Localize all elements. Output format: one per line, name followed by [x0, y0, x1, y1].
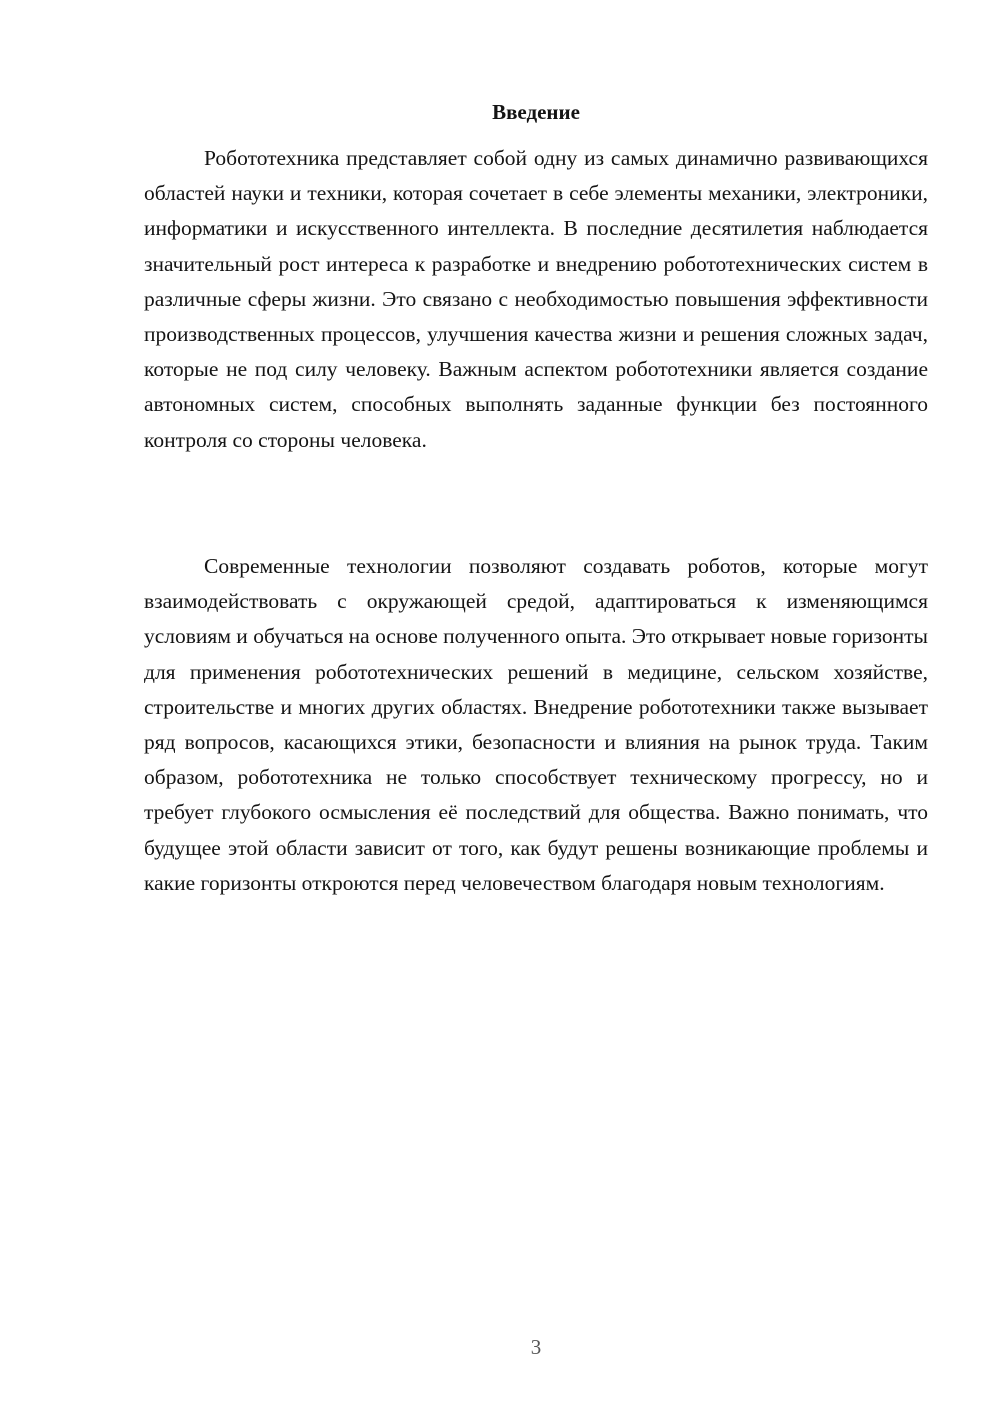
page-number: 3 — [530, 1335, 542, 1359]
paragraph-1: Робототехника представляет собой одну из самых динамично развивающихся областей науки и техники, которая сочетает в себе элементы механики, электроники, информатики и искусственного интеллекта. В последние десятилетия наблюдается значительный рост интереса к разработке и внедрению робототехнических систем в различные сферы жизни. Это связано с необходимостью повышения эффективности производственных процессов, улучшения качества жизни и решения сложных задач, которые не под силу человеку. Важным аспектом робототехники является создание автономных систем, способных выполнять заданные функции без постоянного контроля со стороны человека. — [144, 146, 928, 452]
section-title: Введение — [492, 100, 580, 124]
paragraph-2: Современные технологии позволяют создавать роботов, которые могут взаимодействовать с окружающей средой, адаптироваться к изменяющимся условиям и обучаться на основе полученного опыта. Это открывает новые горизонты для применения робототехнических решений в медицине, сельском хозяйстве, строительстве и многих других областях. Внедрение робототехники также вызывает ряд вопросов, касающихся этики, безопасности и влияния на рынок труда. Таким образом, робототехника не только способствует техническому прогрессу, но и требует глубокого осмысления её последствий для общества. Важно понимать, что будущее этой области зависит от того, как будут решены возникающие проблемы и какие горизонты откроются перед человечеством благодаря новым технологиям. — [144, 554, 928, 895]
